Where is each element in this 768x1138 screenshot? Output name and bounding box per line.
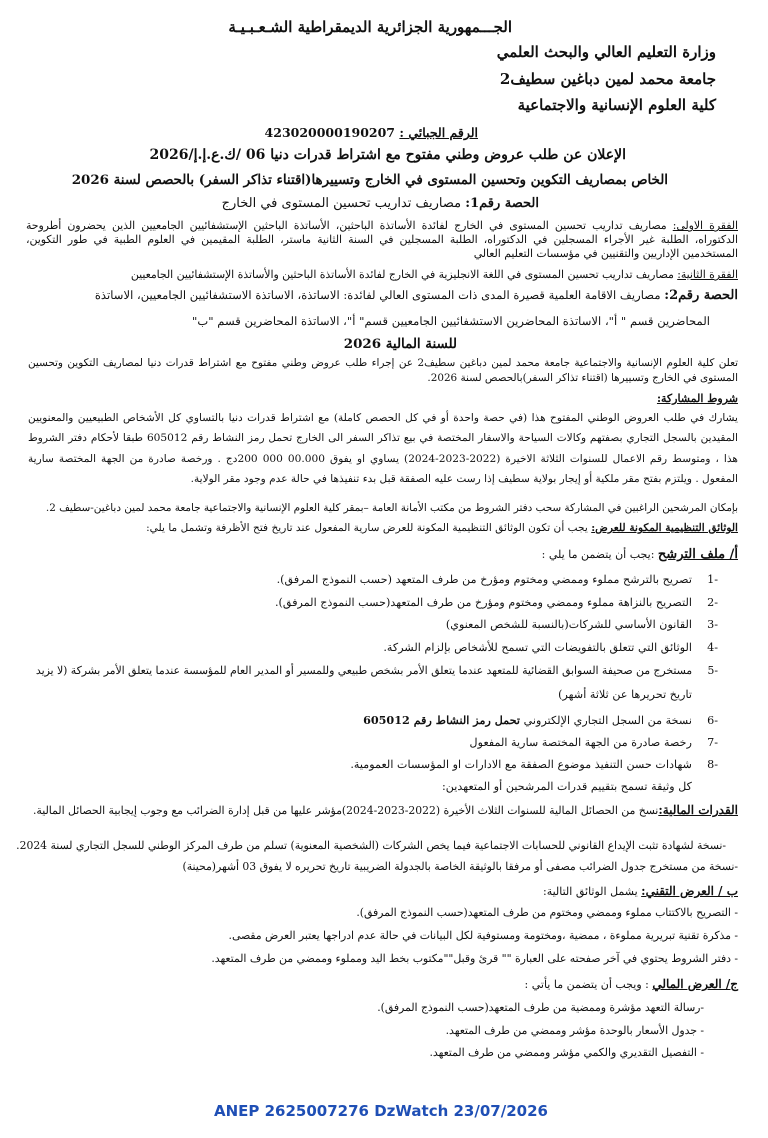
documents-heading-label: الوثائق التنظيمية المكونة للعرض: [591,522,738,534]
lot1-paragraph-1 [26,219,738,261]
candidacy-file-text: :يجب أن يتضمن ما يلي : [541,548,655,561]
lot1-paragraph-2 [131,268,738,281]
paragraph1-label: الفقرة الاولى: [672,219,739,232]
technical-offer-text: يشمل الوثائق التالية: [542,885,638,898]
candidacy-file-label: أ/ ملف الترشح [657,547,738,562]
financial-offer-item: -رسالة التعهد مؤشرة وممضية من طرف المتعهد(حسب النموذج المرفق). [377,1001,704,1014]
technical-item: - التصريح بالاكتتاب مملوء وممضي ومختوم من طرف المتعهد(حسب النموذج المرفق). [356,906,738,919]
paragraph2-label: الفقرة الثانية: [677,268,738,281]
financial-capacity-label: القدرات المالية: [658,803,738,817]
tender-withdrawal-text: بإمكان المرشحين الراغبين في المشاركة سحب دفتر الشروط من مكتب الأمانة العامة –بمقر كلية العلوم الإنسانية والاجتماعية جامعة محمد لمين دباغين-سطيف 2. [45,502,738,514]
announcement-title: الإعلان عن طلب عروض وطني مفتوح مع اشتراط قدرات دنيا 06 /ك.ع.إ.إ/2026 [149,147,626,163]
lot1-heading [222,196,539,212]
list-item: -2التصريح بالنزاهة مملوء وممضي ومختوم ومؤرخ من طرف المتعهد(حسب النموذج المرفق). [274,596,718,609]
technical-item: - دفتر الشروط يحتوي في آخر صفحته على العبارة "" قرئ وقبل""مكتوب بخط اليد ومملوء وممضي من طرف المتعهد. [211,952,738,965]
ministry-name: وزارة التعليم العالي والبحث العلمي [496,43,716,61]
list-item: -3القانون الأساسي للشركات(بالنسبة للشخص المعنوي) [445,618,718,631]
participation-text: يشارك في طلب العروض الوطني المفتوح هذا (في حصة واحدة أو في كل الحصص كاملة) مع اشتراط قدرات دنيا بالتساوي كل الأشخاص الطبيعيين والمعنويين المقيدين بالسجل التجاري بصفتهم وكالات السياحة والاسفار المختصة في بيع تذاكر السفر الى الخارج تحمل رمز النشاط رقم 605012 طبقا لأحكام دفتر الشروط هذا ، ومتوسط رقم الاعمال للسنوات الثلاثة الاخيرة (2022-2023-2024) يساوي او يفوق 00.000 000 200دج . ورخصة صادرة من الجهة المختصة سارية المفعول . ويلتزم بفتح مقر ملكية أو إيجار بولاية سطيف إذا رست عليه الصفقة قبل بدء تنفيذها في حالة عدم وجود مقر الولاية. [28,412,739,485]
list-item: -8شهادات حسن التنفيذ موضوع الصفقة مع الادارات او المؤسسات العمومية. [350,758,718,771]
list-item: -7رخصة صادرة من الجهة المختصة سارية المفعول [469,736,718,749]
lot2-text: مصاريف الاقامة العلمية قصيرة المدى ذات المستوى العالي لفائدة: الاساتذة، الاساتذة الاستشفائيين الجامعيين، الاساتذة [94,288,661,302]
technical-offer-heading [543,884,738,899]
technical-item: - مذكرة تقنية تبريرية مملوءة ، ممضية ،ومختومة ومستوفية لكل البيانات في حالة عدم ادراجها يعتبر العرض مقصى. [228,929,738,942]
financial-offer-item: - التفصيل التقديري والكمي مؤشر وممضي من طرف المتعهد. [429,1046,704,1059]
participation-heading: شروط المشاركة: [656,392,738,405]
lot2-line-1 [95,288,738,304]
financial-offer-heading [525,977,738,992]
lot2-line-2: المحاضرين قسم " أ"، الاساتذة المحاضرين الاستشفائيين الجامعيين قسم" أ"، الاساتذة المحاضرين قسم "ب" [191,314,710,328]
list-item: -4الوثائق التي تتعلق بالتفويضات التي تسمح للأشخاص بإلزام الشركة. [383,641,718,654]
financial-offer-label: ج/ العرض المالي [652,977,738,991]
list-item: كل وثيقة تسمح بتقييم قدرات المرشحين أو المتعهدين: [442,780,692,793]
documents-heading [146,522,738,535]
university-name: جامعة محمد لمين دباغين سطيف2 [499,70,716,88]
financial-offer-text: : ويجب أن يتضمن ما يأتي : [524,978,649,991]
financial-item-1: -نسخة لشهادة تثبت الإيداع القانوني للحسابات الاجتماعية فيما يخص الشركات (الشخصية المعنوية) تسلم من طرف المركز الوطني للسجل التجاري لسنة 2024. [16,839,726,852]
lot1-title: مصاريف تداريب تحسين المستوى في الخارج [221,196,462,211]
financial-capacity [26,799,738,822]
tax-id-value: 423020000190207 [264,125,396,140]
list-item: -5مستخرج من صحيفة السوابق القضائية للمتعهد عندما يتعلق الأمر بشخص طبيعي وللمسير أو المدير العام للمؤسسة عندما يتعلق الأمر بشركة (لا يزيد [35,664,718,677]
financial-capacity-text: نسخ من الحصائل المالية للسنوات الثلاث الأخيرة (2022-2023-2024)مؤشر عليها من قبل إدارة الضرائب مع وجوب إيجابية الحصائل المالية. [33,804,659,817]
announcement-subtitle: الخاص بمصاريف التكوين وتحسين المستوى في الخارج وتسييرها(اقتناء تذاكر السفر) بالحصص لسنة 2026 [71,172,668,188]
faculty-name: كلية العلوم الإنسانية والاجتماعية [517,96,716,114]
tax-id-label: الرقم الجبائي : [399,125,478,140]
lot1-label: الحصة رقم1: [465,196,539,211]
list-item: تاريخ تحريرها عن ثلاثة أشهر) [558,688,692,701]
tax-id-row [265,125,478,141]
financial-offer-item: - جدول الأسعار بالوحدة مؤشر وممضي من طرف المتعهد. [445,1024,704,1037]
fiscal-year: للسنة المالية 2026 [343,336,457,352]
technical-offer-label: ب / العرض التقني: [641,884,738,898]
republic-title: الجـــمهورية الجزائرية الديمقراطية الشـعـبـيـة [228,18,512,36]
intro-text: تعلن كلية العلوم الإنسانية والاجتماعية جامعة محمد لمين دباغين سطيف2 عن إجراء طلب عروض وطني مفتوح مع اشتراط قدرات دنيا لمصاريف التكوين وتحسين المستوى في الخارج وتسييرها (اقتناء تذاكر السفر)بالحصص لسنة 2026. [28,357,739,385]
publication-reference: ANEP 2625007276 DzWatch 23/07/2026 [214,1102,548,1120]
candidacy-file-heading [542,547,738,563]
list-item: -6نسخة من السجل التجاري الإلكتروني تحمل رمز النشاط رقم 605012 [363,713,718,727]
documents-heading-text: يجب أن تكون الوثائق التنظيمية المكونة للعرض سارية المفعول عند تاريخ فتح الأظرفة وتشمل ما يلي: [146,522,588,534]
paragraph2-text: مصاريف تداريب تحسين المستوى في اللغة الانجليزية في الخارج لفائدة الأساتذة الباحثين والأساتذة الإستشفائيين الجامعيين [130,268,674,281]
lot2-label: الحصة رقم2: [664,288,738,303]
list-item: -1تصريح بالترشح مملوء وممضي ومختوم ومؤرخ من طرف المتعهد (حسب النموذج المرفق). [276,573,718,586]
paragraph1-text: مصاريف تداريب تحسين المستوى في الخارج لفائدة الأساتذة الباحثين، الأساتذة الباحثين الإستشفائيين الجامعيين الذين يحضرون أطروحة الدكتوراه، الطلبة غير الأجراء المسجلين في الدكتوراه، الطلبة المسجلين في السنة الثانية ماستر، الطلبة المقيمين في العلوم الطبية في طور التكوين، المستخدمين الإداريين والتقنيين في مؤسسات التعليم العالي [26,219,738,261]
financial-item-2: -نسخة من مستخرج جدول الضرائب مصفى أو مرفقا بالوثيقة الخاصة بالجدولة الضريبية تاريخ تحريره لا يفوق 03 أشهر(محينة) [182,860,738,873]
